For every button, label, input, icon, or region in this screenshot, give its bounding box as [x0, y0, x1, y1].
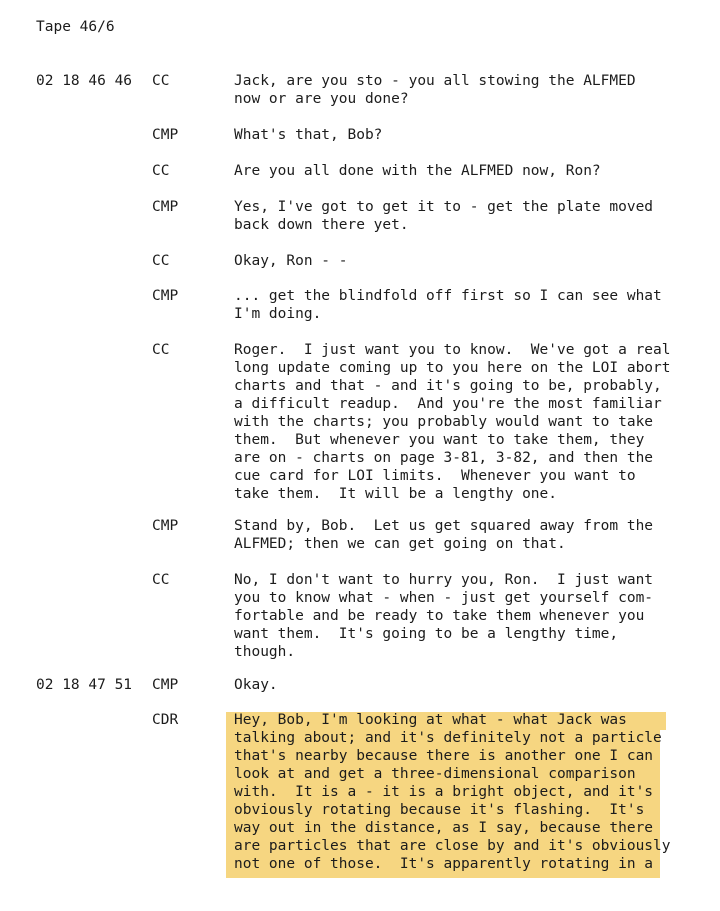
utterance-line: Stand by, Bob. Let us get squared away from the: [234, 518, 654, 534]
utterance: [234, 571, 704, 661]
speaker: CMP: [152, 288, 179, 304]
utterance-line: Jack, are you sto - you all stowing the ALFMED: [234, 73, 636, 89]
utterance-line: you to know what - when - just get yourself com-: [234, 590, 654, 606]
utterance-line: I'm doing.: [234, 306, 322, 322]
utterance-line: them. But whenever you want to take them, they: [234, 432, 645, 448]
utterance: [234, 676, 704, 694]
utterance-line: cue card for LOI limits. Whenever you want to: [234, 468, 636, 484]
utterance: [234, 198, 704, 234]
utterance-line: are on - charts on page 3-81, 3-82, and then the: [234, 450, 654, 466]
utterance-line: ... get the blindfold off first so I can see what: [234, 288, 662, 304]
utterance: [234, 341, 704, 503]
speaker: CMP: [152, 677, 179, 693]
utterance-line: that's nearby because there is another one I can: [234, 748, 654, 764]
speaker: CC: [152, 253, 170, 269]
utterance-line: not one of those. It's apparently rotating in a: [234, 856, 654, 872]
tape-header: Tape 46/6: [36, 19, 115, 35]
utterance-line: Are you all done with the ALFMED now, Ron?: [234, 163, 601, 179]
utterance-line: with the charts; you probably would want to take: [234, 414, 654, 430]
utterance-line: fortable and be ready to take them whenever you: [234, 608, 645, 624]
utterance-line: a difficult readup. And you're the most familiar: [234, 396, 662, 412]
utterance-line: now or are you done?: [234, 91, 409, 107]
utterance-line: charts and that - and it's going to be, probably,: [234, 378, 662, 394]
utterance-line: No, I don't want to hurry you, Ron. I just want: [234, 572, 654, 588]
speaker: CC: [152, 73, 170, 89]
utterance-line: look at and get a three-dimensional comparison: [234, 766, 636, 782]
utterance-line: back down there yet.: [234, 217, 409, 233]
utterance-line: Okay.: [234, 677, 278, 693]
utterance-line: want them. It's going to be a lengthy time,: [234, 626, 619, 642]
utterance-line: Yes, I've got to get it to - get the plate moved: [234, 199, 654, 215]
utterance-line: way out in the distance, as I say, because there: [234, 820, 654, 836]
utterance-line: ALFMED; then we can get going on that.: [234, 536, 566, 552]
speaker: CC: [152, 342, 170, 358]
utterance: [234, 711, 704, 873]
speaker: CC: [152, 572, 170, 588]
utterance: [234, 126, 704, 144]
utterance-line: with. It is a - it is a bright object, and it's: [234, 784, 654, 800]
speaker: CMP: [152, 127, 179, 143]
utterance-line: talking about; and it's definitely not a particle: [234, 730, 662, 746]
utterance-line: What's that, Bob?: [234, 127, 383, 143]
utterance-line: obviously rotating because it's flashing. It's: [234, 802, 645, 818]
timestamp: 02 18 46 46: [36, 73, 133, 89]
timestamp: 02 18 47 51: [36, 677, 133, 693]
utterance: [234, 162, 704, 180]
utterance: [234, 72, 704, 108]
speaker: CMP: [152, 199, 179, 215]
utterance-line: long update coming up to you here on the LOI abort: [234, 360, 671, 376]
speaker: CDR: [152, 712, 179, 728]
utterance-line: Hey, Bob, I'm looking at what - what Jack was: [234, 712, 627, 728]
speaker: CC: [152, 163, 170, 179]
utterance-line: Roger. I just want you to know. We've got a real: [234, 342, 671, 358]
utterance: [234, 517, 704, 553]
utterance-line: though.: [234, 644, 296, 660]
utterance-line: take them. It will be a lengthy one.: [234, 486, 558, 502]
utterance-line: are particles that are close by and it's obviously: [234, 838, 671, 854]
speaker: CMP: [152, 518, 179, 534]
utterance: [234, 287, 704, 323]
utterance-line: Okay, Ron - -: [234, 253, 348, 269]
utterance: [234, 252, 704, 270]
